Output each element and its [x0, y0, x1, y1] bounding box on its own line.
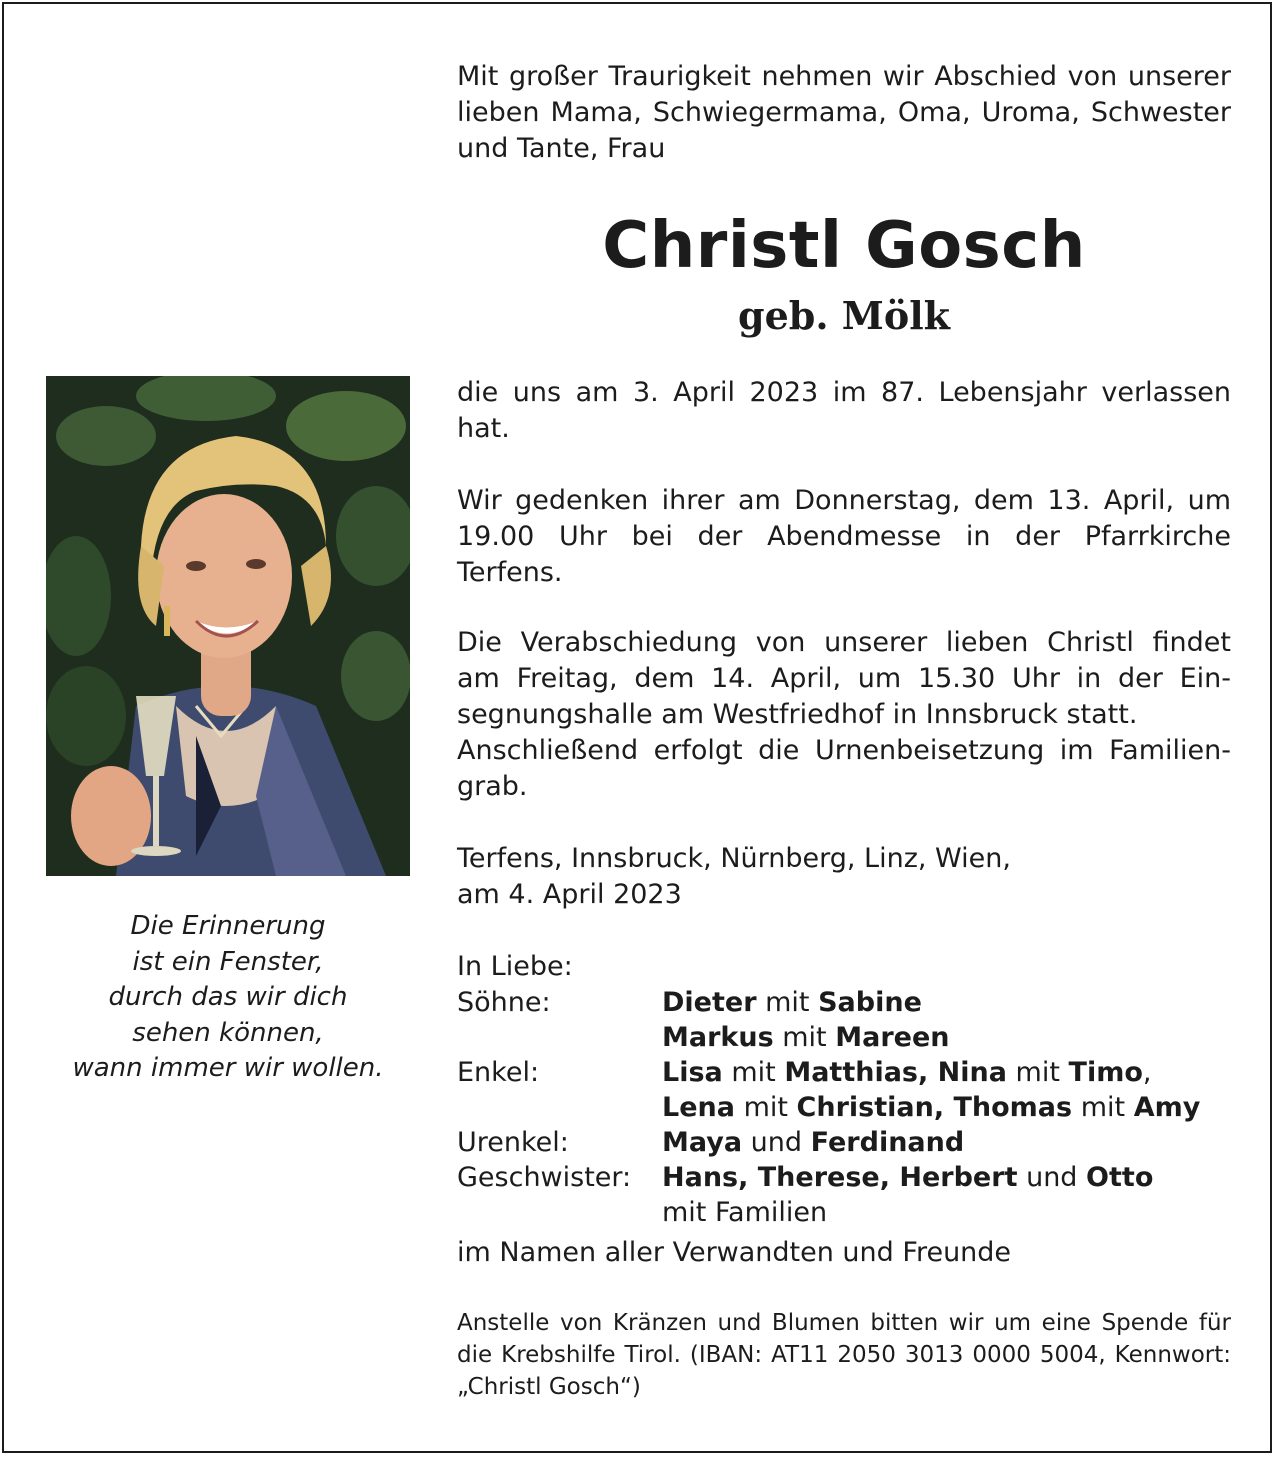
namen-aller-line: im Namen aller Verwandten und Freunde — [457, 1237, 1012, 1268]
family-label: Urenkel: — [457, 1127, 569, 1158]
family-label: Enkel: — [457, 1057, 540, 1088]
family-names: Lisa mit Matthias, Nina mit Timo, — [662, 1057, 1152, 1088]
quote-line: ist ein Fenster, — [132, 946, 324, 977]
place-date — [457, 841, 1231, 913]
farewell-line: Anschließend erfolgt die Urnenbeisetzung im Familien- — [457, 735, 1231, 766]
date-line: am 4. April 2023 — [457, 879, 682, 910]
family-names: Dieter mit Sabine — [662, 987, 922, 1018]
portrait-illustration — [46, 376, 410, 876]
quote-line: sehen können, — [132, 1017, 324, 1048]
intro-paragraph: Mit großer Traurigkeit nehmen wir Abschied von unserer lieben Mama, Schwiegermama, Oma, Uroma, Schwester und Tante, Frau — [457, 61, 1231, 164]
family-row-soehne-2 — [457, 1020, 1200, 1055]
donation-note: Anstelle von Kränzen und Blumen bitten wir um eine Spende für die Krebshilfe Tirol. (IBAN: AT11 2050 3013 0000 5004, Kennwort: „Christl Gosch“) — [457, 1310, 1231, 1400]
family-row-urenkel — [457, 1125, 1200, 1160]
in-liebe-label: In Liebe: — [457, 951, 573, 982]
family-names: Maya und Ferdinand — [662, 1127, 965, 1158]
family-row-geschwister-2 — [457, 1195, 1200, 1230]
quote-line: wann immer wir wollen. — [72, 1053, 384, 1083]
farewell-line: Die Verabschiedung von unserer lieben Christl findet — [457, 627, 1231, 658]
family-label: Söhne: — [457, 987, 551, 1018]
family-row-geschwister — [457, 1160, 1200, 1195]
birth-name: geb. Mölk — [738, 293, 950, 338]
memorial-quote — [46, 909, 410, 1087]
family-names: Lena mit Christian, Thomas mit Amy — [662, 1092, 1201, 1123]
farewell-line: segnungshalle am Westfriedhof in Innsbruck statt. — [457, 699, 1138, 730]
quote-line: Die Erinnerung — [130, 911, 326, 941]
family-names: mit Familien — [662, 1197, 828, 1228]
family-row-enkel — [457, 1055, 1200, 1090]
portrait-photo — [46, 376, 410, 876]
family-names: Hans, Therese, Herbert und Otto — [662, 1162, 1154, 1193]
family-row-soehne — [457, 985, 1200, 1020]
family-label: Geschwister: — [457, 1162, 632, 1193]
family-list — [457, 985, 1200, 1230]
family-names: Markus mit Mareen — [662, 1022, 950, 1053]
farewell-line: am Freitag, dem 14. April, um 15.30 Uhr in der Ein- — [457, 663, 1231, 694]
death-paragraph: die uns am 3. April 2023 im 87. Lebensjahr verlassen hat. — [457, 377, 1231, 444]
deceased-name: Christl Gosch — [602, 209, 1086, 283]
farewell-line: grab. — [457, 771, 528, 802]
quote-line: durch das wir dich — [108, 982, 348, 1012]
mass-paragraph: Wir gedenken ihrer am Donnerstag, dem 13. April, um 19.00 Uhr bei der Abendmesse in der Pfarrkirche Terfens. — [457, 485, 1231, 588]
farewell-paragraph — [457, 625, 1231, 805]
place-line: Terfens, Innsbruck, Nürnberg, Linz, Wien, — [457, 843, 1011, 874]
family-row-enkel-2 — [457, 1090, 1200, 1125]
